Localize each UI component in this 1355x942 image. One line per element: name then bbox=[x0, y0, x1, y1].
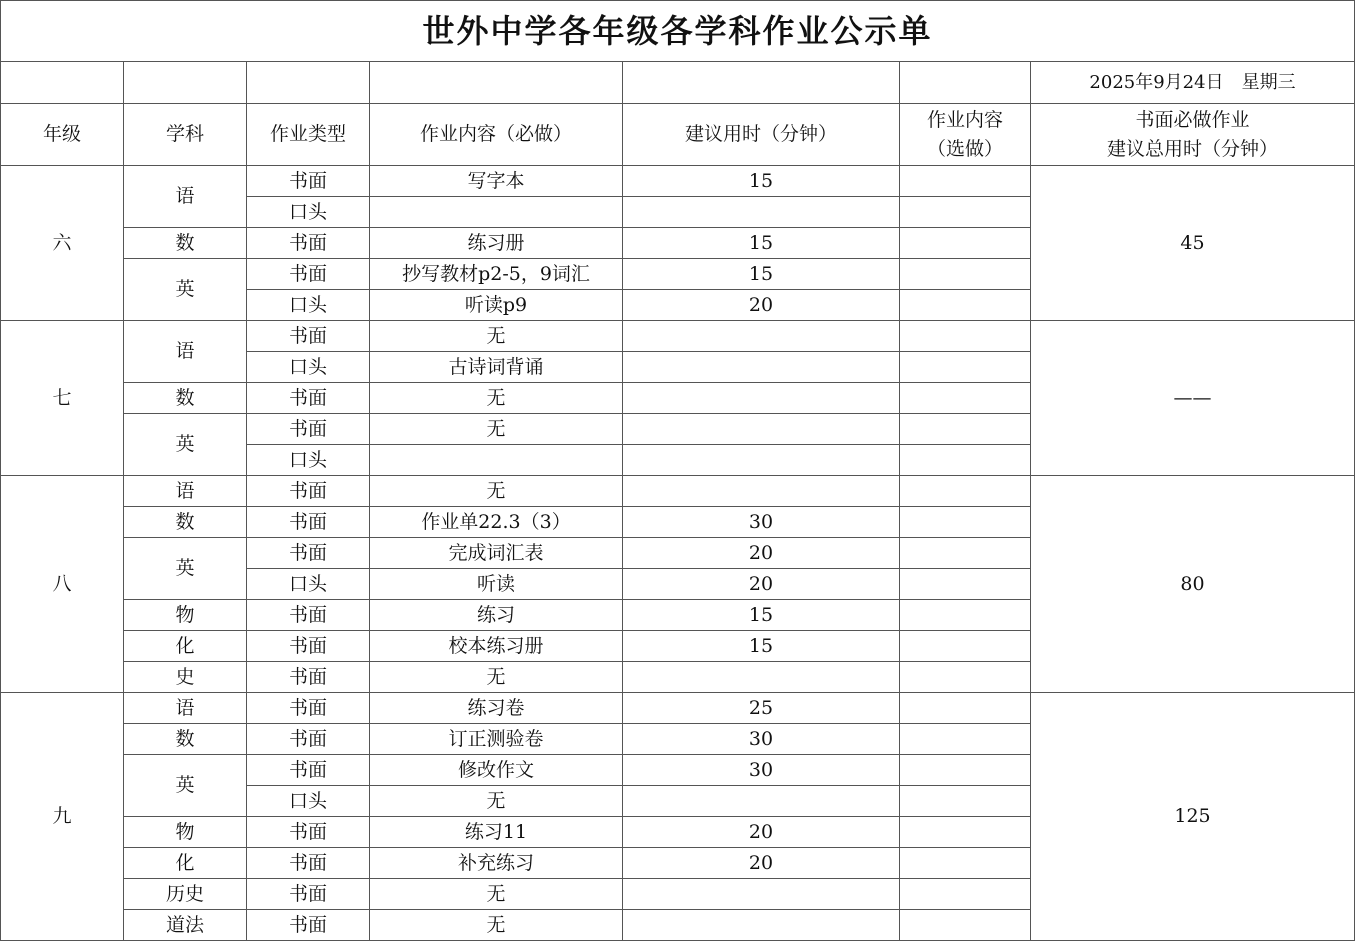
header-total-time bbox=[1031, 104, 1355, 166]
content-cell: 完成词汇表 bbox=[370, 538, 623, 569]
type-cell: 书面 bbox=[247, 383, 370, 414]
type-cell: 书面 bbox=[247, 724, 370, 755]
time-cell bbox=[623, 662, 900, 693]
table-row bbox=[1, 321, 1355, 352]
blank-cell bbox=[247, 62, 370, 104]
optional-content-cell bbox=[900, 507, 1031, 538]
subject-cell: 物 bbox=[124, 600, 247, 631]
content-cell: 练习11 bbox=[370, 817, 623, 848]
header-subject: 学科 bbox=[124, 104, 247, 166]
header-total-line1: 书面必做作业 bbox=[1135, 109, 1250, 131]
time-cell: 15 bbox=[623, 631, 900, 662]
type-cell: 口头 bbox=[247, 786, 370, 817]
blank-cell bbox=[900, 62, 1031, 104]
subject-cell: 数 bbox=[124, 724, 247, 755]
content-cell: 听读p9 bbox=[370, 290, 623, 321]
type-cell: 书面 bbox=[247, 507, 370, 538]
subject-cell: 英 bbox=[124, 414, 247, 476]
optional-content-cell bbox=[900, 228, 1031, 259]
grade-cell: 七 bbox=[1, 321, 124, 476]
optional-content-cell bbox=[900, 166, 1031, 197]
header-time-suggested: 建议用时（分钟） bbox=[623, 104, 900, 166]
content-cell: 写字本 bbox=[370, 166, 623, 197]
optional-content-cell bbox=[900, 693, 1031, 724]
optional-content-cell bbox=[900, 414, 1031, 445]
time-cell bbox=[623, 352, 900, 383]
subject-cell: 英 bbox=[124, 755, 247, 817]
type-cell: 书面 bbox=[247, 662, 370, 693]
subject-cell: 语 bbox=[124, 476, 247, 507]
content-cell: 校本练习册 bbox=[370, 631, 623, 662]
type-cell: 口头 bbox=[247, 197, 370, 228]
optional-content-cell bbox=[900, 786, 1031, 817]
time-cell: 15 bbox=[623, 600, 900, 631]
content-cell: 练习 bbox=[370, 600, 623, 631]
type-cell: 书面 bbox=[247, 538, 370, 569]
time-cell bbox=[623, 879, 900, 910]
blank-cell bbox=[1, 62, 124, 104]
time-cell: 20 bbox=[623, 538, 900, 569]
content-cell: 抄写教材p2-5，9词汇 bbox=[370, 259, 623, 290]
time-cell: 20 bbox=[623, 848, 900, 879]
content-cell: 订正测验卷 bbox=[370, 724, 623, 755]
content-cell: 练习卷 bbox=[370, 693, 623, 724]
optional-content-cell bbox=[900, 538, 1031, 569]
type-cell: 书面 bbox=[247, 321, 370, 352]
sheet-title: 世外中学各年级各学科作业公示单 bbox=[1, 1, 1355, 62]
subject-cell: 化 bbox=[124, 848, 247, 879]
subject-cell: 语 bbox=[124, 166, 247, 228]
date-row bbox=[1, 62, 1355, 104]
optional-content-cell bbox=[900, 724, 1031, 755]
grade-cell: 八 bbox=[1, 476, 124, 693]
content-cell: 听读 bbox=[370, 569, 623, 600]
header-grade: 年级 bbox=[1, 104, 124, 166]
content-cell: 无 bbox=[370, 414, 623, 445]
optional-content-cell bbox=[900, 631, 1031, 662]
optional-content-cell bbox=[900, 259, 1031, 290]
header-row bbox=[1, 104, 1355, 166]
content-cell bbox=[370, 445, 623, 476]
subject-cell: 数 bbox=[124, 507, 247, 538]
content-cell: 无 bbox=[370, 383, 623, 414]
optional-content-cell bbox=[900, 910, 1031, 941]
content-cell: 补充练习 bbox=[370, 848, 623, 879]
header-content-optional bbox=[900, 104, 1031, 166]
type-cell: 书面 bbox=[247, 631, 370, 662]
header-content-optional-line1: 作业内容 bbox=[926, 109, 1003, 131]
content-cell: 无 bbox=[370, 476, 623, 507]
time-cell: 30 bbox=[623, 724, 900, 755]
content-cell: 无 bbox=[370, 662, 623, 693]
type-cell: 书面 bbox=[247, 817, 370, 848]
optional-content-cell bbox=[900, 383, 1031, 414]
header-content-required: 作业内容（必做） bbox=[370, 104, 623, 166]
time-cell bbox=[623, 197, 900, 228]
type-cell: 口头 bbox=[247, 445, 370, 476]
subject-cell: 史 bbox=[124, 662, 247, 693]
type-cell: 口头 bbox=[247, 569, 370, 600]
subject-cell: 语 bbox=[124, 321, 247, 383]
subject-cell: 数 bbox=[124, 383, 247, 414]
table-row bbox=[1, 166, 1355, 197]
optional-content-cell bbox=[900, 755, 1031, 786]
time-cell bbox=[623, 445, 900, 476]
grade-cell: 九 bbox=[1, 693, 124, 941]
blank-cell bbox=[370, 62, 623, 104]
header-type: 作业类型 bbox=[247, 104, 370, 166]
subject-cell: 英 bbox=[124, 538, 247, 600]
content-cell: 修改作文 bbox=[370, 755, 623, 786]
content-cell: 无 bbox=[370, 321, 623, 352]
content-cell: 练习册 bbox=[370, 228, 623, 259]
content-cell: 无 bbox=[370, 786, 623, 817]
type-cell: 书面 bbox=[247, 476, 370, 507]
optional-content-cell bbox=[900, 290, 1031, 321]
time-cell bbox=[623, 476, 900, 507]
time-cell bbox=[623, 321, 900, 352]
time-cell: 20 bbox=[623, 817, 900, 848]
type-cell: 书面 bbox=[247, 879, 370, 910]
optional-content-cell bbox=[900, 879, 1031, 910]
time-cell bbox=[623, 786, 900, 817]
blank-cell bbox=[623, 62, 900, 104]
optional-content-cell bbox=[900, 817, 1031, 848]
subject-cell: 历史 bbox=[124, 879, 247, 910]
optional-content-cell bbox=[900, 197, 1031, 228]
type-cell: 书面 bbox=[247, 600, 370, 631]
header-content-optional-line2: （选做） bbox=[926, 137, 1003, 160]
grade-cell: 六 bbox=[1, 166, 124, 321]
time-cell: 15 bbox=[623, 259, 900, 290]
optional-content-cell bbox=[900, 352, 1031, 383]
content-cell: 无 bbox=[370, 879, 623, 910]
blank-cell bbox=[124, 62, 247, 104]
type-cell: 书面 bbox=[247, 755, 370, 786]
header-total-line2: 建议总用时（分钟） bbox=[1107, 137, 1279, 160]
time-cell: 15 bbox=[623, 166, 900, 197]
optional-content-cell bbox=[900, 600, 1031, 631]
total-time-cell: 80 bbox=[1031, 476, 1355, 693]
subject-cell: 化 bbox=[124, 631, 247, 662]
type-cell: 书面 bbox=[247, 848, 370, 879]
optional-content-cell bbox=[900, 445, 1031, 476]
type-cell: 书面 bbox=[247, 910, 370, 941]
type-cell: 口头 bbox=[247, 352, 370, 383]
time-cell bbox=[623, 910, 900, 941]
time-cell: 20 bbox=[623, 290, 900, 321]
time-cell bbox=[623, 414, 900, 445]
table-row bbox=[1, 693, 1355, 724]
total-time-cell: 45 bbox=[1031, 166, 1355, 321]
type-cell: 书面 bbox=[247, 693, 370, 724]
subject-cell: 英 bbox=[124, 259, 247, 321]
table-row bbox=[1, 476, 1355, 507]
subject-cell: 物 bbox=[124, 817, 247, 848]
title-row bbox=[1, 1, 1355, 62]
date-text: 2025年9月24日 星期三 bbox=[1031, 62, 1355, 104]
type-cell: 书面 bbox=[247, 414, 370, 445]
optional-content-cell bbox=[900, 848, 1031, 879]
type-cell: 书面 bbox=[247, 166, 370, 197]
time-cell bbox=[623, 383, 900, 414]
content-cell bbox=[370, 197, 623, 228]
optional-content-cell bbox=[900, 569, 1031, 600]
content-cell: 古诗词背诵 bbox=[370, 352, 623, 383]
content-cell: 无 bbox=[370, 910, 623, 941]
optional-content-cell bbox=[900, 476, 1031, 507]
time-cell: 20 bbox=[623, 569, 900, 600]
time-cell: 30 bbox=[623, 755, 900, 786]
subject-cell: 语 bbox=[124, 693, 247, 724]
subject-cell: 数 bbox=[124, 228, 247, 259]
optional-content-cell bbox=[900, 662, 1031, 693]
type-cell: 书面 bbox=[247, 228, 370, 259]
content-cell: 作业单22.3（3） bbox=[370, 507, 623, 538]
subject-cell: 道法 bbox=[124, 910, 247, 941]
total-time-cell: 125 bbox=[1031, 693, 1355, 941]
type-cell: 口头 bbox=[247, 290, 370, 321]
time-cell: 25 bbox=[623, 693, 900, 724]
time-cell: 15 bbox=[623, 228, 900, 259]
total-time-cell: —— bbox=[1031, 321, 1355, 476]
type-cell: 书面 bbox=[247, 259, 370, 290]
optional-content-cell bbox=[900, 321, 1031, 352]
time-cell: 30 bbox=[623, 507, 900, 538]
